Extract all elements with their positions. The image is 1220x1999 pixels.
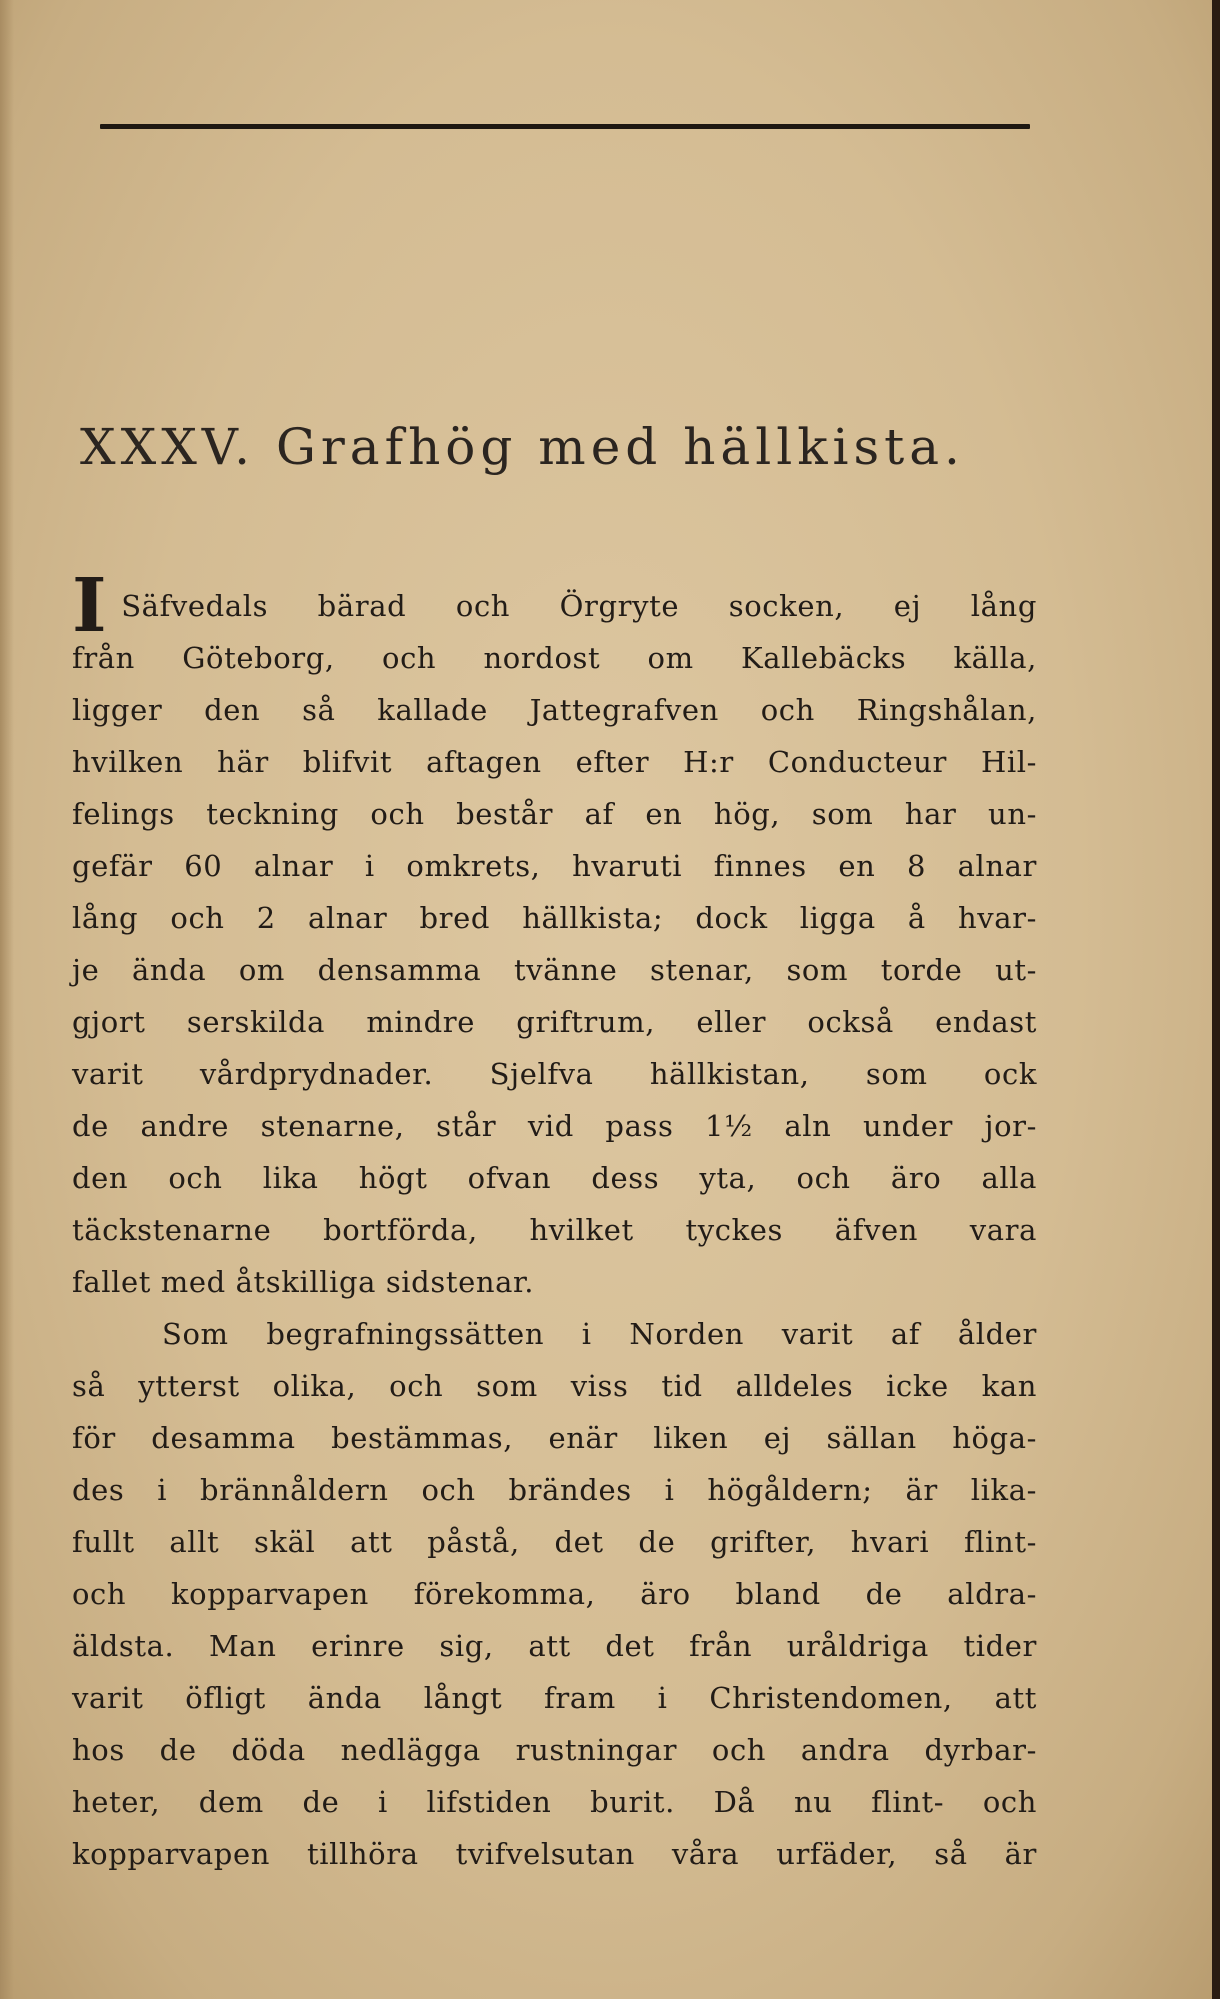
text-line: lång och 2 alnar bred hällkista; dock ligga å hvar- bbox=[72, 901, 1037, 935]
text-line: I Säfvedals bärad och Örgryte socken, ej lång bbox=[72, 563, 1037, 649]
body-text bbox=[72, 563, 1037, 1880]
drop-cap: I bbox=[72, 563, 108, 649]
paragraph-2 bbox=[72, 1308, 1037, 1880]
text-line: varit öfligt ända långt fram i Christendomen, att bbox=[72, 1681, 1037, 1715]
text-line: så ytterst olika, och som viss tid alldeles icke kan bbox=[72, 1369, 1037, 1403]
text-line: fallet med åtskilliga sidstenar. bbox=[72, 1265, 535, 1299]
text-line: för desamma bestämmas, enär liken ej sällan höga- bbox=[72, 1421, 1037, 1455]
section-heading: XXXV. Grafhög med hällkista. bbox=[80, 418, 965, 476]
paragraph-1 bbox=[72, 563, 1037, 1308]
text-line: täckstenarne bortförda, hvilket tyckes äfven vara bbox=[72, 1213, 1037, 1247]
text-line: från Göteborg, och nordost om Kallebäcks källa, bbox=[72, 641, 1037, 675]
text-line: des i brännåldern och brändes i högåldern; är lika- bbox=[72, 1473, 1037, 1507]
header-rule bbox=[100, 124, 1030, 129]
text-line: gefär 60 alnar i omkrets, hvaruti finnes en 8 alnar bbox=[72, 849, 1037, 883]
text-line: de andre stenarne, står vid pass 1½ aln under jor- bbox=[72, 1109, 1037, 1143]
text-line: och kopparvapen förekomma, äro bland de aldra- bbox=[72, 1577, 1037, 1611]
text-line: je ända om densamma tvänne stenar, som torde ut- bbox=[72, 953, 1037, 987]
text-line: fullt allt skäl att påstå, det de grifter, hvari flint- bbox=[72, 1525, 1037, 1559]
text-line: hos de döda nedlägga rustningar och andra dyrbar- bbox=[72, 1733, 1037, 1767]
text-line: varit vårdprydnader. Sjelfva hällkistan, som ock bbox=[72, 1057, 1037, 1091]
text-line: hvilken här blifvit aftagen efter H:r Conducteur Hil- bbox=[72, 745, 1037, 779]
text-line: Som begrafningssätten i Norden varit af ålder bbox=[162, 1317, 1037, 1351]
text-line: den och lika högt ofvan dess yta, och äro alla bbox=[72, 1161, 1037, 1195]
text-line: heter, dem de i lifstiden burit. Då nu flint- och bbox=[72, 1785, 1037, 1819]
text-line: kopparvapen tillhöra tvifvelsutan våra urfäder, så är bbox=[72, 1837, 1037, 1871]
text-line: äldsta. Man erinre sig, att det från uråldriga tider bbox=[72, 1629, 1037, 1663]
text-line: felings teckning och består af en hög, som har un- bbox=[72, 797, 1037, 831]
text-line: gjort serskilda mindre griftrum, eller också endast bbox=[72, 1005, 1037, 1039]
page-gutter-shadow bbox=[0, 0, 14, 1999]
text-line: ligger den så kallade Jattegrafven och Ringshålan, bbox=[72, 693, 1037, 727]
